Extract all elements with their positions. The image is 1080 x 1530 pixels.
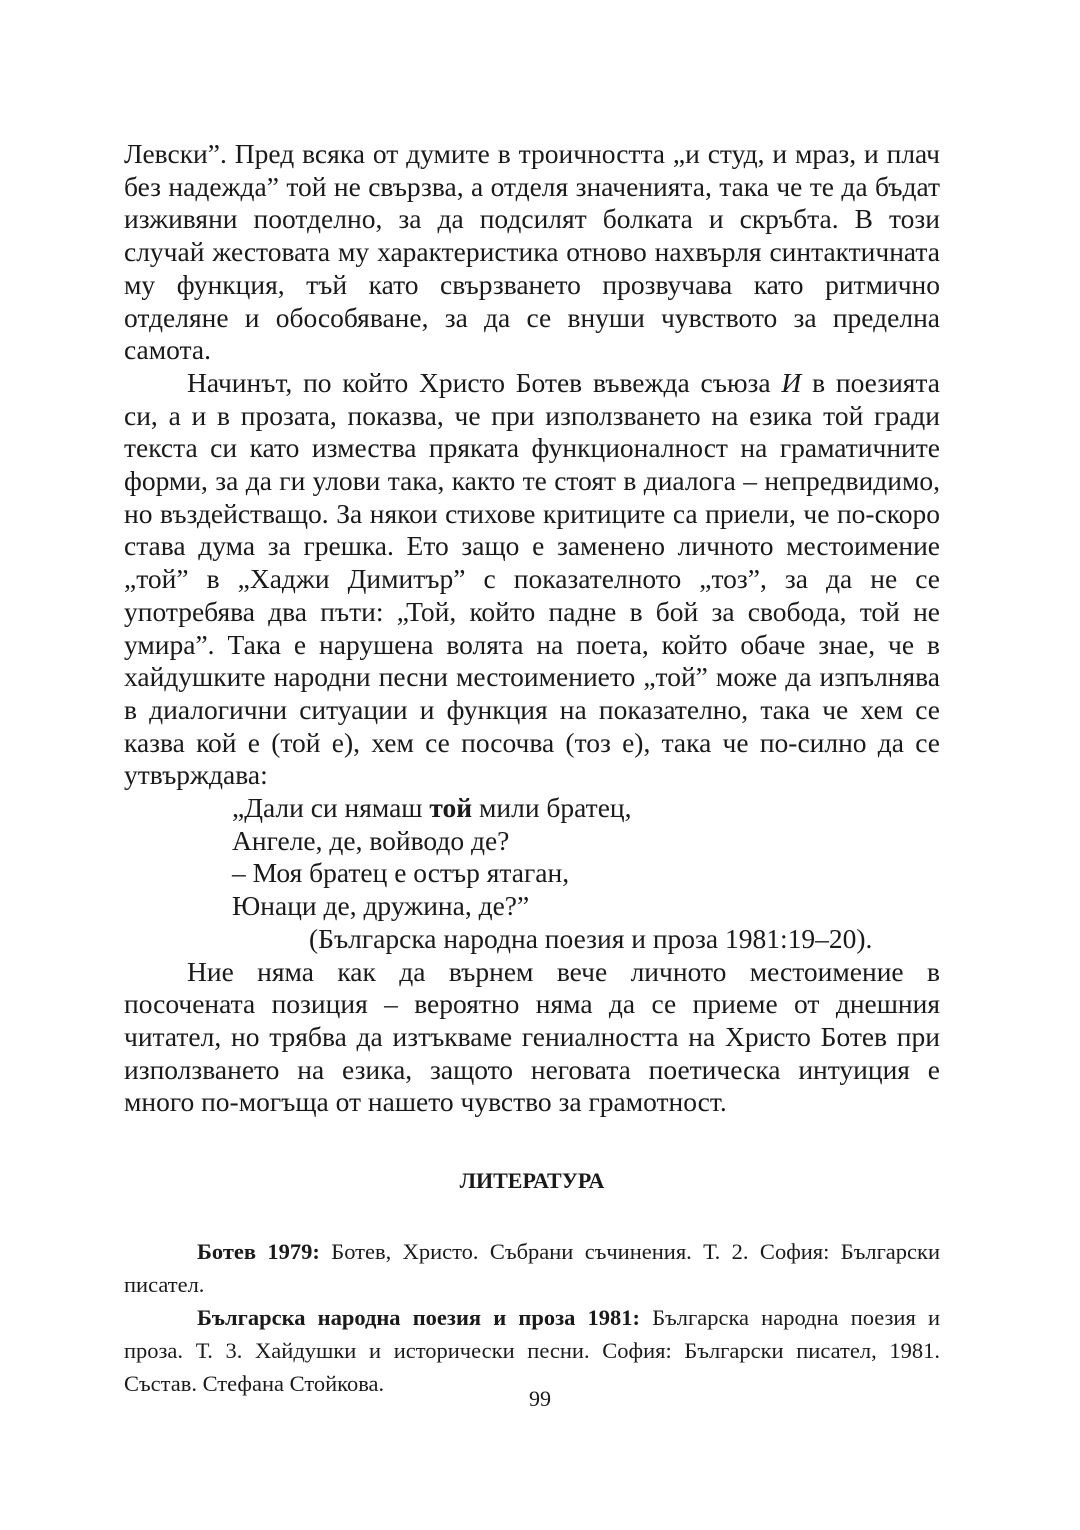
references-heading: ЛИТЕРАТУРА: [459, 1168, 605, 1194]
reference-key: Ботев 1979:: [197, 1239, 320, 1265]
verse-quote: [124, 792, 940, 923]
main-text: [124, 138, 940, 1119]
page-content: [124, 138, 940, 1400]
verse-source: (Българска народна поезия и проза 1981:19–20).: [309, 922, 873, 954]
verse-line-2: Ангеле, де, войводо де?: [232, 824, 510, 856]
verse-bold-word: той: [429, 792, 473, 824]
reference-key: Българска народна поезия и проза 1981:: [197, 1305, 641, 1331]
reference-item: [124, 1235, 940, 1301]
reference-text: Ботев, Христо. Събрани съчинения. Т. 2. София: Български писател.: [124, 1239, 941, 1298]
paragraph-2: [124, 367, 940, 792]
verse-line-1: [232, 792, 940, 825]
references-list: [124, 1235, 940, 1400]
page-number: 99: [529, 1386, 551, 1411]
verse-line-4: Юнаци де, дружина, де?”: [232, 890, 530, 922]
verse-line-3: – Моя братец е остър ятаган,: [232, 857, 570, 889]
conjunction-i-italic: И: [781, 366, 802, 398]
paragraph-2-start: Начинът, по който Христо Ботев въвежда съюза: [187, 366, 782, 398]
reference-text: Българска народна поезия и проза. Т. 3. Хайдушки и исторически песни. София: Български писател, 1981. Състав. Стефана Стойкова.: [124, 1305, 940, 1397]
verse-line-1-end: мили братец,: [472, 792, 632, 824]
verse-line-1-start: „Дали си нямаш: [232, 792, 430, 824]
paragraph-1: Левски”. Пред всяка от думите в троичността „и студ, и мраз, и плач без надежда” той не свързва, а отделя значенията, така че те да бъдат изживяни поотделно, за да подсилят болката и скръбта. В този случай жестовата му характеристика отново нахвърля синтактичната му функция, тъй като свързването прозвучава като ритмично отделяне и обособяване, за да се внуши чувството за пределна самота.: [124, 138, 940, 366]
paragraph-3: Ние няма как да върнем вече личното местоимение в посочената позиция – вероятно няма да се приеме от днешния читател, но трябва да изтъкваме гениалността на Христо Ботев при използването на езика, защото неговата поетическа интуиция е много по-могъща от нашето чувство за грамотност.: [124, 955, 940, 1118]
paragraph-2-rest: в поезията си, а и в прозата, показва, че при използването на езика той гради текста си като измества пряката функционалност на граматичните форми, за да ги улови така, както те стоят в диалога – непредвидимо, но въздействащо. За някои стихове критиците са приели, че по-скоро става дума за грешка. Ето защо е заменено личното местоимение „той” в „Хаджи Димитър” с показателното „тоз”, за да не се употребява два пъти: „Той, който падне в бой за свобода, той не умира”. Така е нарушена волята на поета, който обаче знае, че в хайдушките народни песни местоимението „той” може да изпълнява в диалогични ситуации и функция на показателно, така че хем се казва кой е (той е), хем се посочва (тоз е), така че по-силно да се утвърждава:: [124, 366, 940, 791]
